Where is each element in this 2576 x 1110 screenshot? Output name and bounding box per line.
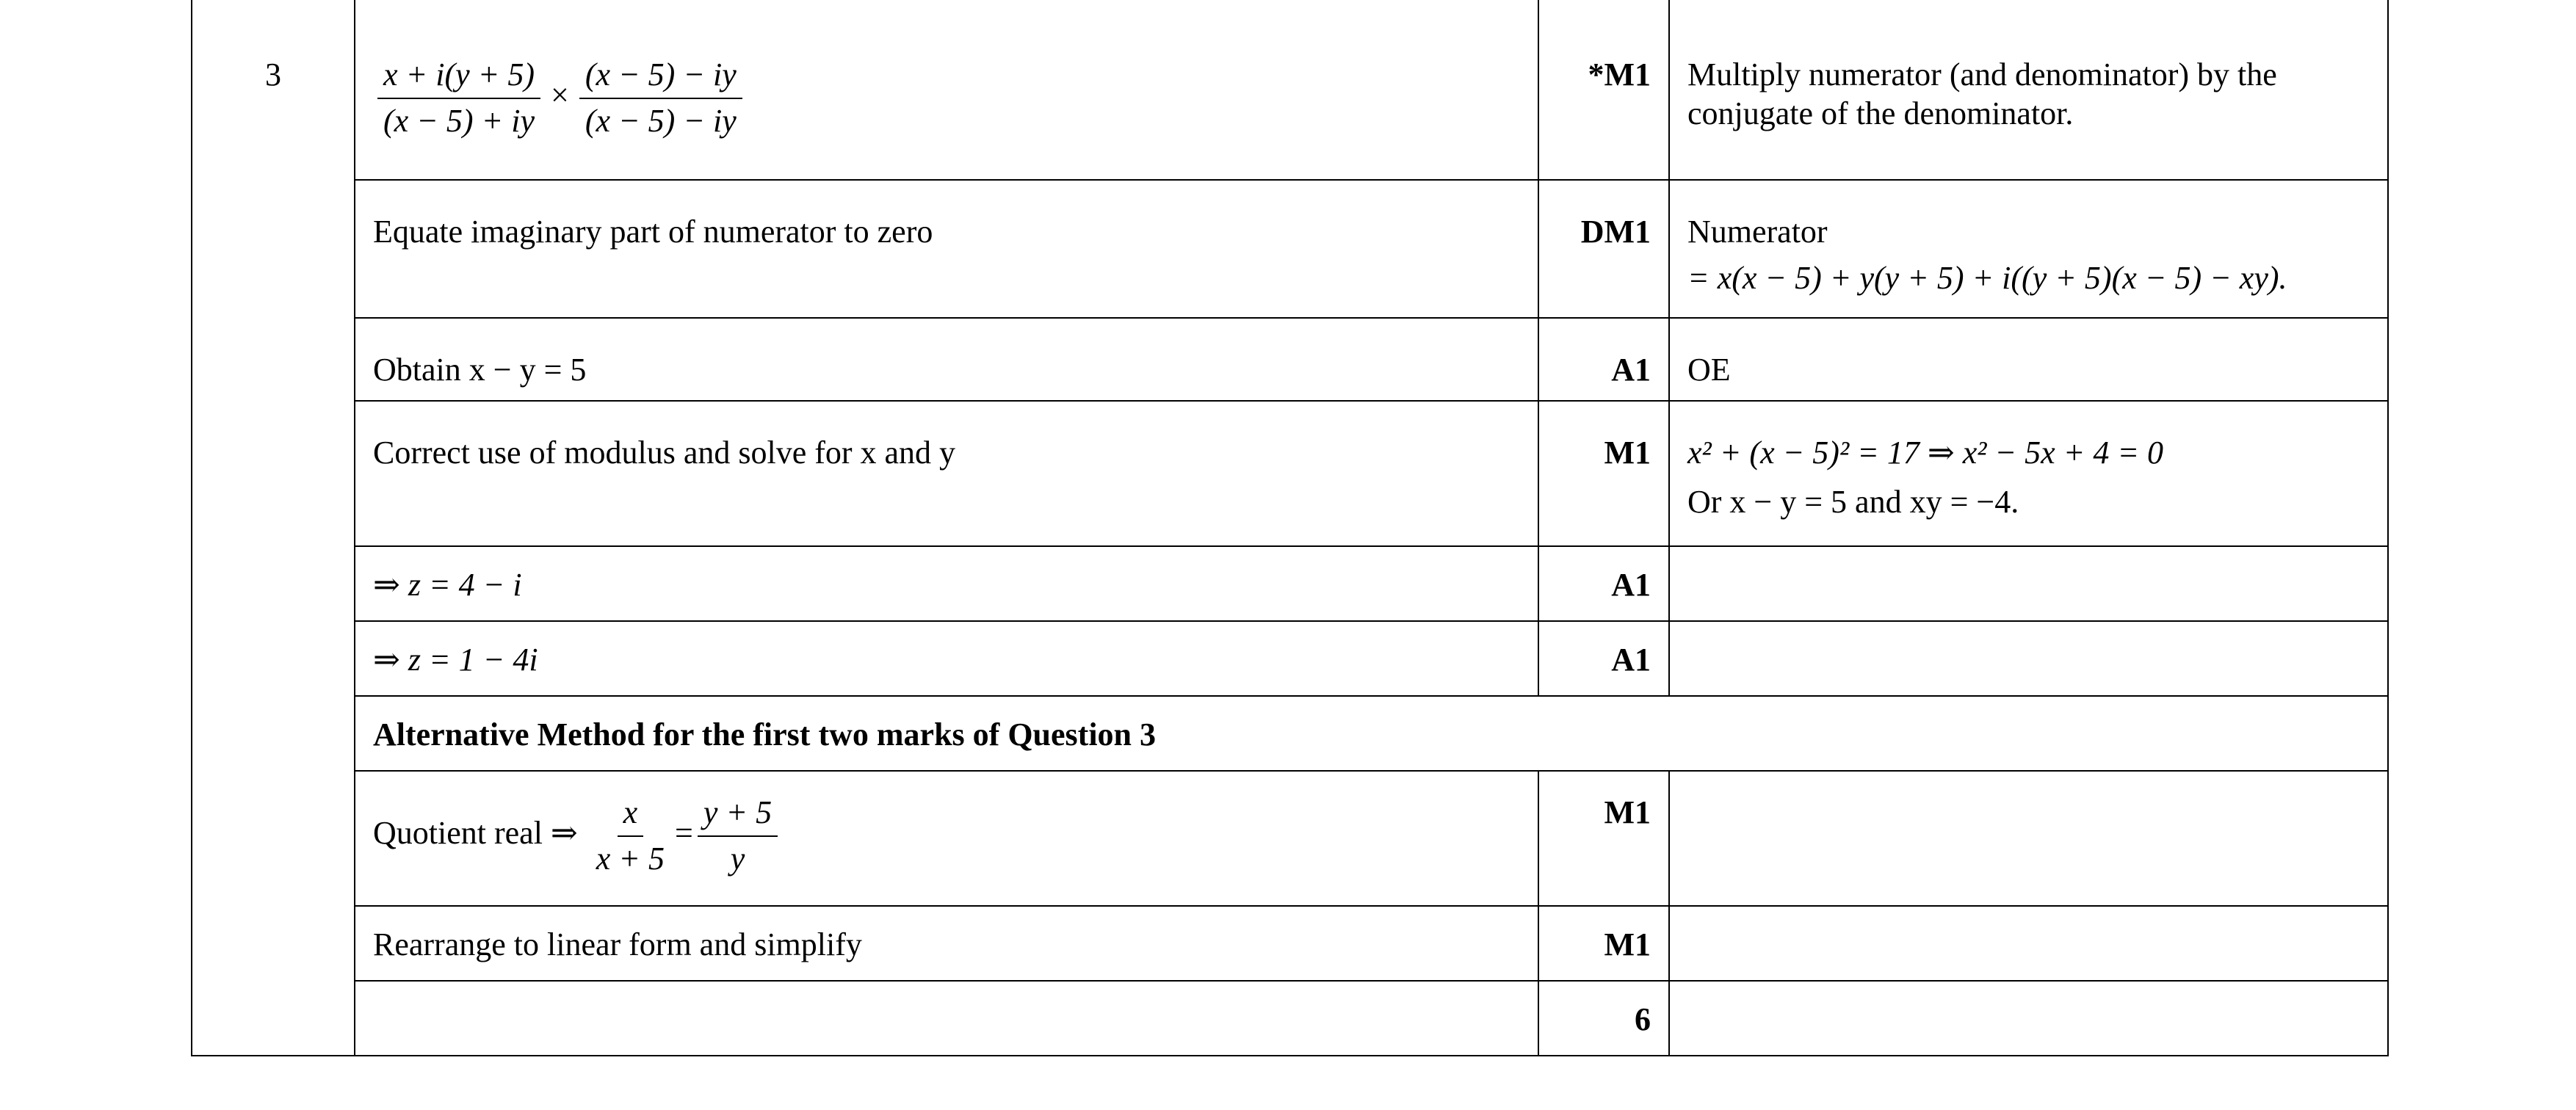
mark-cell: M1 [1538, 906, 1669, 981]
answer-text: Quotient real ⇒ [373, 814, 578, 851]
mark-cell: DM1 [1538, 180, 1669, 318]
guidance-cell [1669, 401, 2388, 546]
answer-cell [355, 771, 1538, 906]
guidance-line: Numerator [1687, 214, 1828, 250]
answer-cell: Obtain x − y = 5 [355, 318, 1538, 401]
answer-cell: ⇒ z = 1 − 4i [355, 621, 1538, 696]
table-row [192, 906, 2388, 981]
numerator: (x − 5) − iy [579, 56, 742, 99]
table-row [192, 0, 2388, 180]
table-row [192, 318, 2388, 401]
table-row [192, 401, 2388, 546]
guidance-cell [1669, 981, 2388, 1056]
mark-cell: A1 [1538, 318, 1669, 401]
mark-cell: A1 [1538, 621, 1669, 696]
table-row [192, 546, 2388, 621]
fraction [377, 56, 540, 141]
guidance-cell [1669, 906, 2388, 981]
guidance-line: x² + (x − 5)² = 17 ⇒ x² − 5x + 4 = 0 [1687, 435, 2164, 471]
denominator: (x − 5) + iy [383, 102, 535, 139]
guidance-line: = x(x − 5) + y(y + 5) + i((y + 5)(x − 5) − xy). [1687, 259, 2287, 296]
numerator: x + i(y + 5) [377, 56, 540, 99]
guidance-cell: Multiply numerator (and denominator) by the conjugate of the denominator. [1669, 0, 2388, 180]
denominator: y [730, 840, 745, 877]
guidance-line: Or x − y = 5 and xy = −4. [1687, 483, 2019, 520]
denominator: x + 5 [596, 840, 665, 877]
answer-cell: Rearrange to linear form and simplify [355, 906, 1538, 981]
numerator: y + 5 [698, 794, 778, 837]
guidance-cell [1669, 180, 2388, 318]
mark-cell: *M1 [1538, 0, 1669, 180]
answer-cell: Correct use of modulus and solve for x and y [355, 401, 1538, 546]
total-mark: 6 [1538, 981, 1669, 1056]
fraction [579, 56, 742, 141]
answer-cell: ⇒ z = 4 − i [355, 546, 1538, 621]
fraction [698, 794, 778, 879]
table-row [192, 696, 2388, 771]
times-symbol: × [550, 76, 569, 113]
mark-scheme-table [191, 0, 2389, 1056]
answer-cell [355, 981, 1538, 1056]
fraction [590, 794, 670, 879]
alternative-method-heading: Alternative Method for the first two marks of Question 3 [355, 696, 2388, 771]
guidance-cell [1669, 546, 2388, 621]
mark-cell: M1 [1538, 401, 1669, 546]
table-row [192, 621, 2388, 696]
guidance-cell [1669, 771, 2388, 906]
mark-cell: M1 [1538, 771, 1669, 906]
guidance-cell: OE [1669, 318, 2388, 401]
guidance-cell [1669, 621, 2388, 696]
equals-symbol: = [675, 814, 693, 851]
table-row [192, 981, 2388, 1056]
answer-cell [355, 0, 1538, 180]
table-row [192, 771, 2388, 906]
denominator: (x − 5) − iy [585, 102, 737, 139]
numerator: x [618, 794, 644, 837]
question-number: 3 [192, 0, 355, 1056]
mark-cell: A1 [1538, 546, 1669, 621]
table-row [192, 180, 2388, 318]
answer-cell: Equate imaginary part of numerator to zero [355, 180, 1538, 318]
